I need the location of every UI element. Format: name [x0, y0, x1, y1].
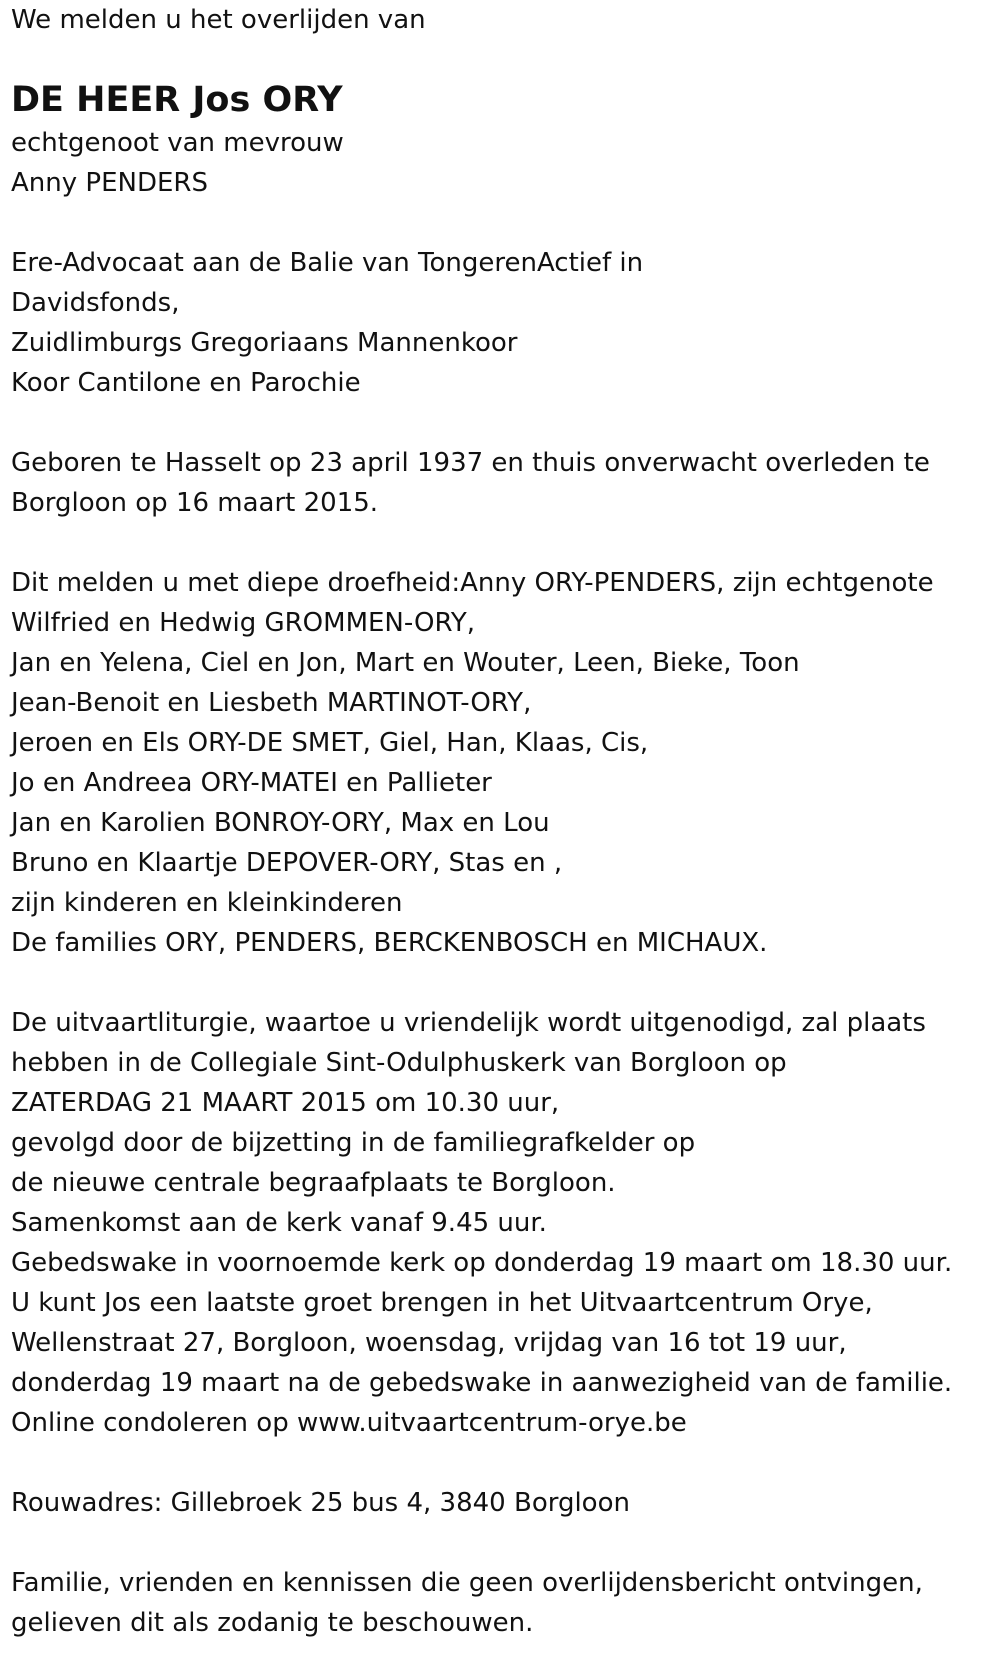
funeral-line: Wellenstraat 27, Borgloon, woensdag, vrijdag van 16 tot 19 uur, — [11, 1328, 847, 1358]
deceased-name: DE HEER Jos ORY — [11, 80, 343, 120]
career-line: Ere-Advocaat aan de Balie van TongerenActief in — [11, 248, 644, 278]
family-line: Jan en Yelena, Ciel en Jon, Mart en Wouter, Leen, Bieke, Toon — [11, 648, 800, 678]
career-line: Davidsfonds, — [11, 288, 180, 318]
family-line: Wilfried en Hedwig GROMMEN-ORY, — [11, 608, 476, 638]
funeral-line: de nieuwe centrale begraafplaats te Borgloon. — [11, 1168, 616, 1198]
family-line: Bruno en Klaartje DEPOVER-ORY, Stas en , — [11, 848, 563, 878]
career-line: Koor Cantilone en Parochie — [11, 368, 361, 398]
spouse-name: Anny PENDERS — [11, 168, 208, 198]
intro-text: We melden u het overlijden van — [11, 5, 426, 35]
funeral-line: ZATERDAG 21 MAART 2015 om 10.30 uur, — [11, 1088, 560, 1118]
spacer — [11, 963, 986, 1003]
mourning-address: Rouwadres: Gillebroek 25 bus 4, 3840 Borgloon — [11, 1488, 630, 1518]
family-line: Jean-Benoit en Liesbeth MARTINOT-ORY, — [11, 688, 532, 718]
funeral-line: hebben in de Collegiale Sint-Odulphuskerk van Borgloon op — [11, 1048, 787, 1078]
family-line: De families ORY, PENDERS, BERCKENBOSCH en MICHAUX. — [11, 928, 768, 958]
spacer — [11, 40, 986, 77]
closing-line: gelieven dit als zodanig te beschouwen. — [11, 1608, 534, 1638]
birth-death-line: Geboren te Hasselt op 23 april 1937 en thuis onverwacht overleden te — [11, 448, 930, 478]
spacer — [11, 203, 986, 243]
family-line: Jo en Andreea ORY-MATEI en Pallieter — [11, 768, 492, 798]
spacer — [11, 403, 986, 443]
funeral-line: U kunt Jos een laatste groet brengen in het Uitvaartcentrum Orye, — [11, 1288, 873, 1318]
death-notice — [11, 0, 986, 1643]
funeral-line: De uitvaartliturgie, waartoe u vriendelijk wordt uitgenodigd, zal plaats — [11, 1008, 926, 1038]
birth-death-line: Borgloon op 16 maart 2015. — [11, 488, 379, 518]
family-line: zijn kinderen en kleinkinderen — [11, 888, 403, 918]
funeral-line: gevolgd door de bijzetting in de familiegrafkelder op — [11, 1128, 696, 1158]
family-line: Jan en Karolien BONROY-ORY, Max en Lou — [11, 808, 550, 838]
spacer — [11, 523, 986, 563]
family-line: Dit melden u met diepe droefheid:Anny ORY-PENDERS, zijn echtgenote — [11, 568, 934, 598]
funeral-line: donderdag 19 maart na de gebedswake in aanwezigheid van de familie. — [11, 1368, 953, 1398]
spouse-line: echtgenoot van mevrouw — [11, 128, 344, 158]
funeral-line: Online condoleren op www.uitvaartcentrum-orye.be — [11, 1408, 687, 1438]
closing-line: Familie, vrienden en kennissen die geen overlijdensbericht ontvingen, — [11, 1568, 923, 1598]
funeral-line: Gebedswake in voornoemde kerk op donderdag 19 maart om 18.30 uur. — [11, 1248, 953, 1278]
family-line: Jeroen en Els ORY-DE SMET, Giel, Han, Klaas, Cis, — [11, 728, 649, 758]
spacer — [11, 1443, 986, 1483]
spacer — [11, 1523, 986, 1563]
career-line: Zuidlimburgs Gregoriaans Mannenkoor — [11, 328, 518, 358]
funeral-line: Samenkomst aan de kerk vanaf 9.45 uur. — [11, 1208, 547, 1238]
